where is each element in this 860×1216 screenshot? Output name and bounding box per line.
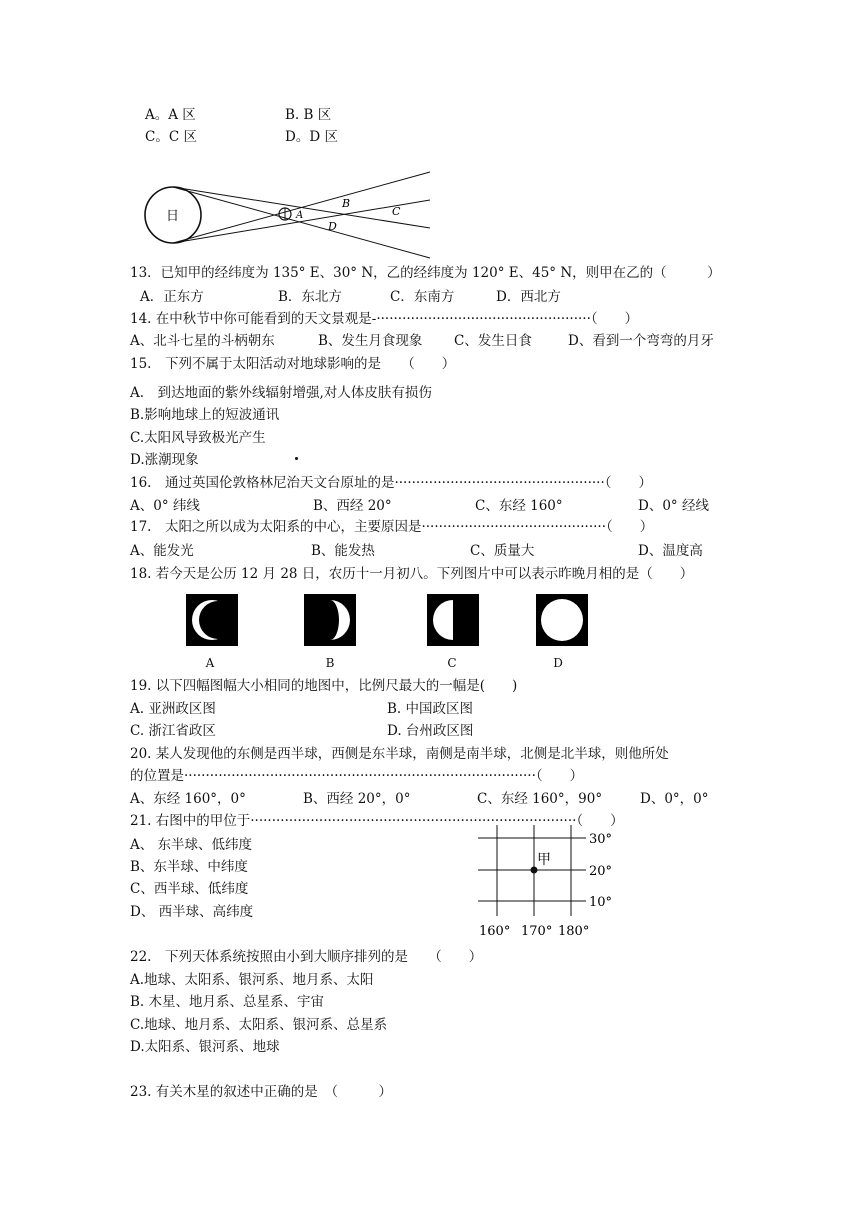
q13-option-d: D．西北方 <box>496 289 561 305</box>
q19-stem: 19. 以下四幅图幅大小相同的地图中，比例尺最大的一幅是( ) <box>130 678 518 694</box>
q20-option-d: D、0°，0° <box>640 791 709 807</box>
q16-option-c: C、东经 160° <box>475 498 563 514</box>
lat-lon-grid <box>470 822 630 944</box>
q21-option-d: D、 西半球、高纬度 <box>130 904 254 920</box>
q13-option-c: C．东南方 <box>390 289 455 305</box>
q13-stem: 13．已知甲的经纬度为 135° E、30° N，乙的经纬度为 120° E、45° N，则甲在乙的（ ） <box>130 265 721 281</box>
moon-phase-c-image <box>427 594 479 646</box>
eclipse-diagram <box>140 150 440 260</box>
q17-option-a: A、能发光 <box>130 543 194 559</box>
moon-label-a: A <box>205 656 215 670</box>
lon-label-170: 170° <box>521 924 553 939</box>
q22-option-a: A.地球、太阳系、银河系、地月系、太阳 <box>130 972 374 988</box>
moon-label-b: B <box>325 656 335 670</box>
lat-label-30: 30° <box>589 832 613 847</box>
q14-option-d: D、看到一个弯弯的月牙 <box>568 333 714 349</box>
q21-stem: 21. 右图中的甲位于············································································（ ） <box>130 813 624 829</box>
q21-option-c: C、西半球、低纬度 <box>130 881 249 897</box>
moon-label-c: C <box>447 656 457 670</box>
q19-option-b: B. 中国政区图 <box>387 701 474 717</box>
q19-option-a: A. 亚洲政区图 <box>130 701 216 717</box>
q15-option-d: D.涨潮现象 <box>130 452 199 468</box>
q19-option-d: D. 台州政区图 <box>387 723 474 739</box>
sun-label: 日 <box>166 209 180 224</box>
region-d-label: D <box>328 220 337 233</box>
q15-option-a: A. 到达地面的紫外线辐射增强,对人体皮肤有损伤 <box>130 385 432 401</box>
q22-stem: 22. 下列天体系统按照由小到大顺序排列的是 （ ） <box>130 949 483 965</box>
lon-label-180: 180° <box>558 924 590 939</box>
q14-option-a: A、北斗七星的斗柄朝东 <box>130 333 275 349</box>
q22-option-d: D.太阳系、银河系、地球 <box>130 1039 280 1055</box>
q12-option-b: B. B 区 <box>285 107 332 123</box>
q13-option-a: A．正东方 <box>140 289 204 305</box>
q15-option-c: C.太阳风导致极光产生 <box>130 430 266 446</box>
q15-stem: 15. 下列不属于太阳活动对地球影响的是 （ ） <box>130 356 456 372</box>
q20-stem-line1: 20. 某人发现他的东侧是西半球，西侧是东半球，南侧是南半球，北侧是北半球，则他所处 <box>130 746 669 762</box>
moon-phase-a-image <box>186 594 238 646</box>
q14-option-b: B、发生月食现象 <box>318 333 423 349</box>
q14-option-c: C、发生日食 <box>454 333 532 349</box>
q22-option-c: C.地球、地月系、太阳系、银河系、总星系 <box>130 1017 388 1033</box>
q17-option-c: C、质量大 <box>470 543 535 559</box>
q23-stem: 23. 有关木星的叙述中正确的是 （ ） <box>130 1084 393 1100</box>
lon-label-160: 160° <box>479 924 511 939</box>
q22-option-b: B. 木星、地月系、总星系、宇宙 <box>130 994 325 1010</box>
q17-option-b: B、能发热 <box>311 543 375 559</box>
q12-option-a: A。A 区 <box>145 107 196 123</box>
stray-dot <box>295 457 298 460</box>
q17-stem: 17. 太阳之所以成为太阳系的中心，主要原因是···········································（ ） <box>130 519 654 535</box>
q16-option-d: D、0° 经线 <box>638 498 709 514</box>
q20-stem-line2: 的位置是··················································································（ ） <box>130 768 584 784</box>
q21-option-b: B、东半球、中纬度 <box>130 859 248 875</box>
region-a-label: A <box>296 210 304 221</box>
q19-option-c: C. 浙江省政区 <box>130 723 216 739</box>
lat-label-10: 10° <box>589 895 613 910</box>
moon-phase-d-image <box>536 594 588 646</box>
region-c-label: C <box>392 205 401 218</box>
q20-option-b: B、西经 20°，0° <box>303 791 411 807</box>
q12-option-d: D。D 区 <box>285 129 338 145</box>
q12-option-c: C。C 区 <box>145 129 197 145</box>
q21-option-a: A、 东半球、低纬度 <box>130 837 253 853</box>
q20-option-a: A、东经 160°，0° <box>130 791 246 807</box>
q18-stem: 18. 若今天是公历 12 月 28 日，农历十一月初八。下列图片中可以表示昨晚月相的是（ ） <box>130 566 694 582</box>
q17-option-d: D、温度高 <box>638 543 703 559</box>
moon-phase-b-image <box>304 594 356 646</box>
q14-stem: 14. 在中秋节中你可能看到的天文景观是-··················································（ ） <box>130 311 639 327</box>
q15-option-b: B.影响地球上的短波通讯 <box>130 407 280 423</box>
region-b-label: B <box>342 197 351 210</box>
point-jia-label: 甲 <box>537 852 551 868</box>
q16-stem: 16. 通过英国伦敦格林尼治天文台原址的是·················································（ ） <box>130 475 652 491</box>
q13-option-b: B．东北方 <box>278 289 342 305</box>
moon-label-d: D <box>553 656 563 670</box>
q20-option-c: C、东经 160°，90° <box>477 791 603 807</box>
q16-option-a: A、0° 纬线 <box>130 498 200 514</box>
lat-label-20: 20° <box>589 864 613 879</box>
q16-option-b: B、西经 20° <box>313 498 392 514</box>
